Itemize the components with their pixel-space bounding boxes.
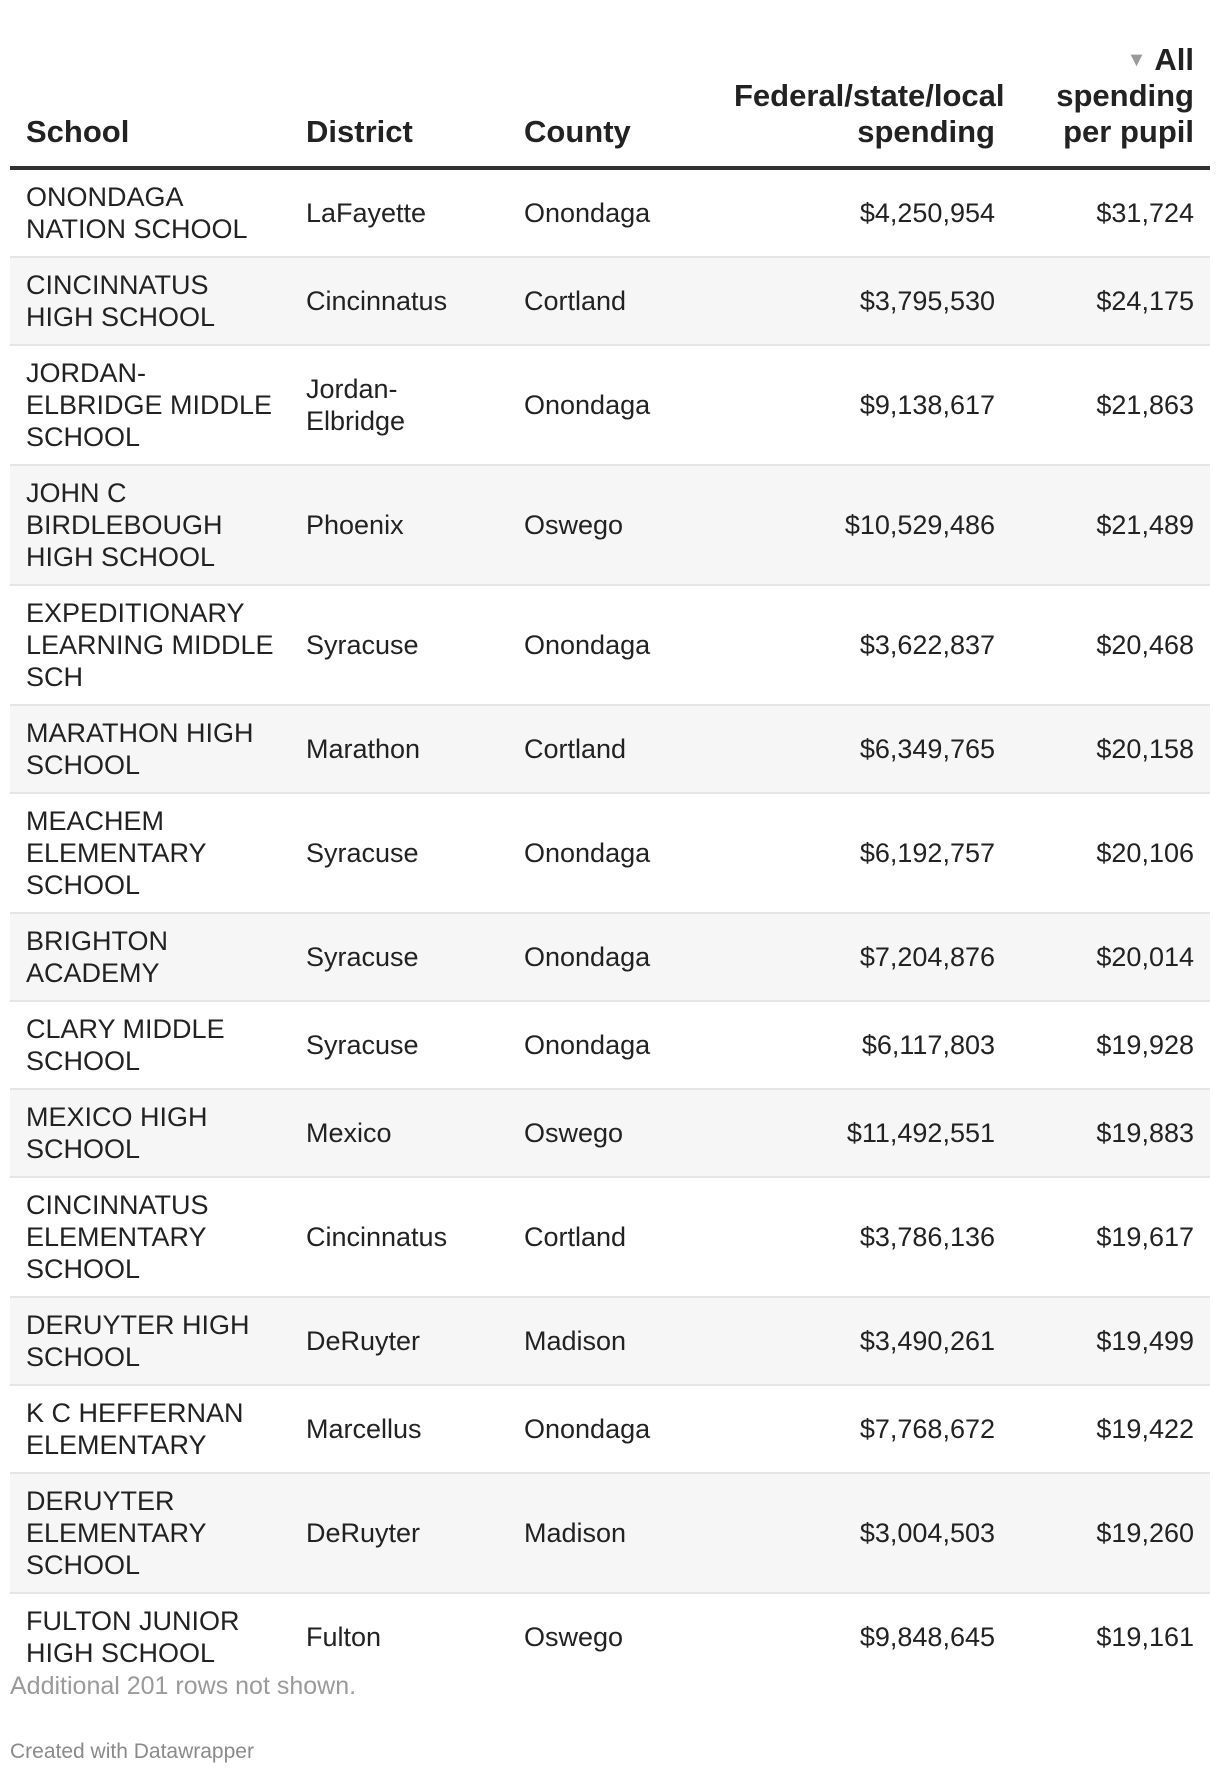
cell-district: Mexico bbox=[290, 1089, 508, 1177]
cell-county: Madison bbox=[508, 1473, 718, 1593]
cell-federal-state-local-spending: $3,004,503 bbox=[718, 1473, 1011, 1593]
cell-all-spending-per-pupil: $19,161 bbox=[1096, 1622, 1194, 1652]
sort-descending-icon: ▼ bbox=[1126, 49, 1147, 71]
cell-county: Onondaga bbox=[508, 585, 718, 705]
cell-all-spending-per-pupil: $19,617 bbox=[1011, 1177, 1210, 1297]
cell-school: EXPEDITIONARY LEARNING MIDDLE SCH bbox=[10, 585, 290, 705]
cell-district: Syracuse bbox=[290, 913, 508, 1001]
cell-all-spending-per-pupil: $20,106 bbox=[1011, 793, 1210, 913]
cell-school: DERUYTER ELEMENTARY SCHOOL bbox=[10, 1473, 290, 1593]
data-table bbox=[10, 30, 1210, 1680]
datawrapper-credit: Created with Datawrapper bbox=[10, 1740, 254, 1763]
cell-all-spending-per-pupil: $19,928 bbox=[1011, 1001, 1210, 1089]
cell-federal-state-local-spending: $3,622,837 bbox=[718, 585, 1011, 705]
table-row bbox=[10, 1297, 1210, 1385]
cell-school: MEXICO HIGH SCHOOL bbox=[10, 1089, 290, 1177]
table-row bbox=[10, 257, 1210, 345]
cell-federal-state-local-spending: $3,795,530 bbox=[718, 257, 1011, 345]
cell-school: CINCINNATUS ELEMENTARY SCHOOL bbox=[10, 1177, 290, 1297]
column-header-federal-state-local-spending[interactable]: Federal/state/local spending bbox=[718, 30, 1011, 168]
cell-district: Jordan-Elbridge bbox=[290, 345, 508, 465]
cell-federal-state-local-spending: $9,138,617 bbox=[718, 345, 1011, 465]
cell-county: Onondaga bbox=[508, 345, 718, 465]
cell-district: Syracuse bbox=[290, 793, 508, 913]
cell-county: Madison bbox=[508, 1297, 718, 1385]
cell-school: JORDAN-ELBRIDGE MIDDLE SCHOOL bbox=[10, 345, 290, 465]
cell-district: DeRuyter bbox=[290, 1297, 508, 1385]
table-header bbox=[10, 30, 1210, 168]
cell-all-spending-per-pupil: $19,883 bbox=[1011, 1089, 1210, 1177]
cell-district: Marathon bbox=[290, 705, 508, 793]
cell-district: Fulton bbox=[306, 1622, 382, 1652]
cell-all-spending-per-pupil: $20,468 bbox=[1011, 585, 1210, 705]
cell-all-spending-per-pupil: $19,260 bbox=[1011, 1473, 1210, 1593]
table-notes: Additional 201 rows not shown. bbox=[10, 1672, 357, 1700]
cell-school: FULTON JUNIOR HIGH SCHOOL bbox=[26, 1606, 240, 1668]
table-row bbox=[10, 1593, 1210, 1680]
cell-school: MARATHON HIGH SCHOOL bbox=[10, 705, 290, 793]
cell-school: CLARY MIDDLE SCHOOL bbox=[10, 1001, 290, 1089]
cell-district: LaFayette bbox=[290, 168, 508, 257]
cell-school: K C HEFFERNAN ELEMENTARY bbox=[10, 1385, 290, 1473]
table-row bbox=[10, 585, 1210, 705]
table-row bbox=[10, 1089, 1210, 1177]
column-header-all-spending-per-pupil[interactable]: ▼ All spending per pupil bbox=[1011, 30, 1210, 168]
cell-district: Phoenix bbox=[290, 465, 508, 585]
cell-federal-state-local-spending: $7,204,876 bbox=[718, 913, 1011, 1001]
cell-all-spending-per-pupil: $20,158 bbox=[1011, 705, 1210, 793]
cell-federal-state-local-spending: $3,490,261 bbox=[718, 1297, 1011, 1385]
cell-county: Onondaga bbox=[508, 793, 718, 913]
header-row bbox=[10, 30, 1210, 168]
cell-all-spending-per-pupil: $20,014 bbox=[1011, 913, 1210, 1001]
cell-district: Syracuse bbox=[290, 585, 508, 705]
cell-school: CINCINNATUS HIGH SCHOOL bbox=[10, 257, 290, 345]
table-row bbox=[10, 345, 1210, 465]
cell-county: Oswego bbox=[508, 1089, 718, 1177]
cell-federal-state-local-spending: $4,250,954 bbox=[718, 168, 1011, 257]
cell-county: Cortland bbox=[508, 257, 718, 345]
cell-federal-state-local-spending: $6,349,765 bbox=[718, 705, 1011, 793]
table-row bbox=[10, 1385, 1210, 1473]
cell-county: Oswego bbox=[524, 1622, 624, 1652]
cell-all-spending-per-pupil: $21,489 bbox=[1011, 465, 1210, 585]
table-row bbox=[10, 705, 1210, 793]
cell-district: Cincinnatus bbox=[290, 1177, 508, 1297]
cell-district: Cincinnatus bbox=[290, 257, 508, 345]
table-row bbox=[10, 168, 1210, 257]
column-header-district[interactable]: District bbox=[290, 30, 508, 168]
cell-district: Marcellus bbox=[290, 1385, 508, 1473]
table-row bbox=[10, 1001, 1210, 1089]
cell-federal-state-local-spending: $9,848,645 bbox=[859, 1622, 995, 1652]
table-row bbox=[10, 793, 1210, 913]
cell-all-spending-per-pupil: $31,724 bbox=[1011, 168, 1210, 257]
cell-all-spending-per-pupil: $19,499 bbox=[1011, 1297, 1210, 1385]
cell-school: JOHN C BIRDLEBOUGH HIGH SCHOOL bbox=[10, 465, 290, 585]
cell-all-spending-per-pupil: $19,422 bbox=[1011, 1385, 1210, 1473]
cell-federal-state-local-spending: $6,117,803 bbox=[718, 1001, 1011, 1089]
cell-school: DERUYTER HIGH SCHOOL bbox=[10, 1297, 290, 1385]
data-table-container bbox=[10, 30, 1210, 1680]
cell-all-spending-per-pupil: $24,175 bbox=[1011, 257, 1210, 345]
column-header-county[interactable]: County bbox=[508, 30, 718, 168]
cell-county: Cortland bbox=[508, 1177, 718, 1297]
table-row bbox=[10, 1177, 1210, 1297]
cell-county: Cortland bbox=[508, 705, 718, 793]
table-row bbox=[10, 465, 1210, 585]
cell-county: Onondaga bbox=[508, 913, 718, 1001]
cell-school: ONONDAGA NATION SCHOOL bbox=[10, 168, 290, 257]
cell-school: BRIGHTON ACADEMY bbox=[10, 913, 290, 1001]
table-row bbox=[10, 1473, 1210, 1593]
cell-all-spending-per-pupil: $21,863 bbox=[1011, 345, 1210, 465]
cell-county: Oswego bbox=[508, 465, 718, 585]
table-body bbox=[10, 168, 1210, 1680]
cell-county: Onondaga bbox=[508, 1385, 718, 1473]
cell-school: MEACHEM ELEMENTARY SCHOOL bbox=[10, 793, 290, 913]
cell-county: Onondaga bbox=[508, 1001, 718, 1089]
cell-federal-state-local-spending: $7,768,672 bbox=[718, 1385, 1011, 1473]
cell-federal-state-local-spending: $11,492,551 bbox=[718, 1089, 1011, 1177]
cell-federal-state-local-spending: $10,529,486 bbox=[718, 465, 1011, 585]
cell-district: Syracuse bbox=[290, 1001, 508, 1089]
cell-county: Onondaga bbox=[508, 168, 718, 257]
cell-district: DeRuyter bbox=[290, 1473, 508, 1593]
table-row bbox=[10, 913, 1210, 1001]
column-header-school[interactable]: School bbox=[10, 30, 290, 168]
cell-federal-state-local-spending: $3,786,136 bbox=[718, 1177, 1011, 1297]
cell-federal-state-local-spending: $6,192,757 bbox=[718, 793, 1011, 913]
